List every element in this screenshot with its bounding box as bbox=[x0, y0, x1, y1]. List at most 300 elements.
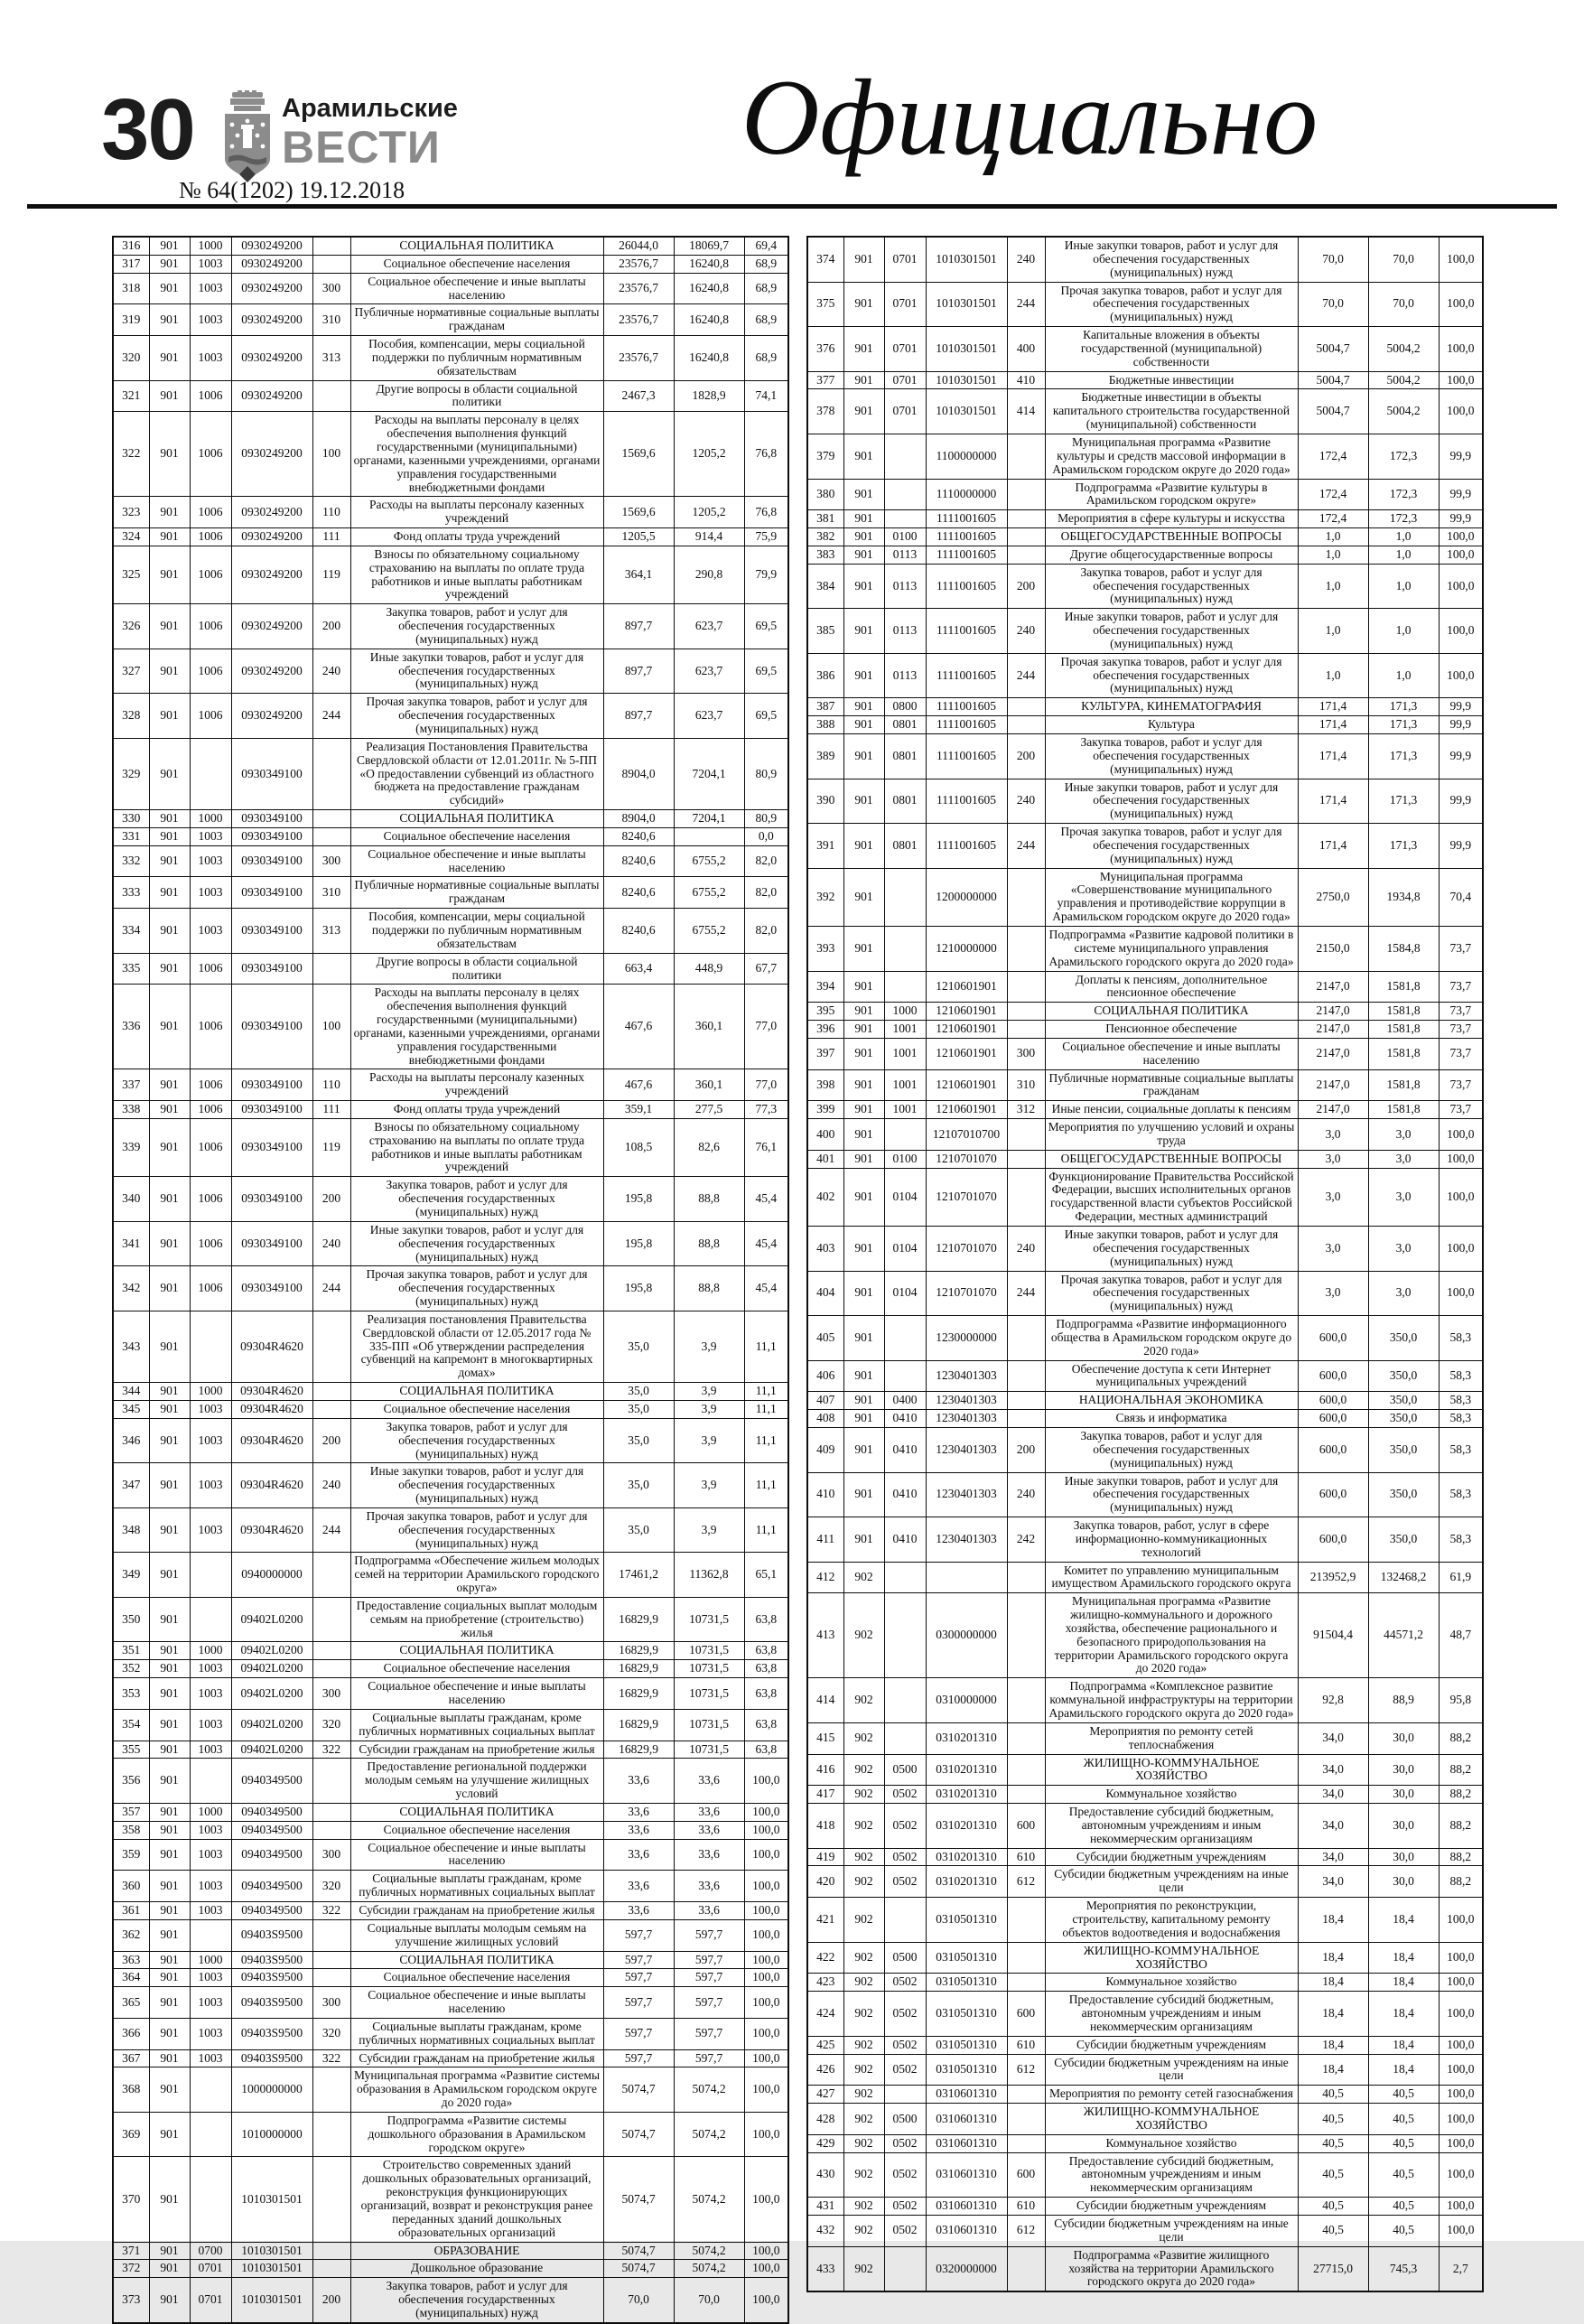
cell-plan: 40,5 bbox=[1298, 2086, 1368, 2104]
cell-section-code: 0701 bbox=[884, 371, 926, 389]
cell-expense-type: 200 bbox=[312, 604, 350, 649]
cell-grbs-code: 901 bbox=[149, 1951, 190, 1969]
cell-section-code: 1003 bbox=[190, 1871, 231, 1902]
cell-expense-type bbox=[312, 1400, 350, 1418]
cell-grbs-code: 901 bbox=[149, 1839, 190, 1871]
table-row bbox=[807, 1119, 1483, 1151]
cell-plan: 2147,0 bbox=[1298, 1038, 1368, 1069]
cell-name: Подпрограмма «Развитие жилищного хозяйства на территории Арамильского городского округа до 2020 года» bbox=[1045, 2246, 1298, 2291]
cell-name: Бюджетные инвестиции bbox=[1045, 371, 1298, 389]
cell-grbs-code: 901 bbox=[149, 273, 190, 304]
cell-fact: 40,5 bbox=[1368, 2134, 1439, 2152]
cell-plan: 1569,6 bbox=[603, 497, 674, 528]
cell-grbs-code: 901 bbox=[843, 926, 884, 971]
cell-line-number: 381 bbox=[807, 510, 843, 528]
cell-grbs-code: 901 bbox=[149, 827, 190, 845]
cell-line-number: 382 bbox=[807, 528, 843, 546]
cell-target-article: 1210701070 bbox=[926, 1168, 1007, 1226]
cell-percent: 48,7 bbox=[1439, 1593, 1483, 1678]
cell-grbs-code: 901 bbox=[149, 2067, 190, 2113]
cell-grbs-code: 901 bbox=[843, 868, 884, 926]
cell-name: Социальное обеспечение населения bbox=[350, 1821, 603, 1839]
cell-section-code: 1000 bbox=[884, 1003, 926, 1021]
cell-section-code: 1003 bbox=[190, 304, 231, 336]
cell-fact: 11362,8 bbox=[674, 1553, 744, 1598]
cell-grbs-code: 901 bbox=[149, 1919, 190, 1951]
cell-target-article: 0930349100 bbox=[231, 1118, 312, 1176]
cell-expense-type: 410 bbox=[1007, 371, 1045, 389]
cell-target-article: 1230401303 bbox=[926, 1517, 1007, 1563]
table-row bbox=[113, 909, 788, 954]
cell-line-number: 376 bbox=[807, 327, 843, 372]
cell-section-code: 0502 bbox=[884, 1974, 926, 1992]
cell-percent: 100,0 bbox=[744, 2157, 788, 2242]
cell-grbs-code: 901 bbox=[843, 698, 884, 716]
table-row bbox=[113, 528, 788, 546]
cell-name: Прочая закупка товаров, работ и услуг для обеспечения государственных (муниципальных) нужд bbox=[350, 694, 603, 739]
cell-target-article: 0930249200 bbox=[231, 273, 312, 304]
cell-target-article: 1010000000 bbox=[231, 2112, 312, 2157]
table-row bbox=[807, 1804, 1483, 1849]
cell-grbs-code: 901 bbox=[149, 1101, 190, 1119]
cell-name: Муниципальная программа «Развитие системы образования в Арамильском городском округе до 2020 года» bbox=[350, 2067, 603, 2113]
cell-percent: 58,3 bbox=[1439, 1517, 1483, 1563]
table-row bbox=[807, 1866, 1483, 1898]
cell-percent: 100,0 bbox=[744, 1803, 788, 1821]
cell-grbs-code: 901 bbox=[149, 528, 190, 546]
cell-plan: 600,0 bbox=[1298, 1427, 1368, 1472]
table-row bbox=[807, 1562, 1483, 1593]
table-row bbox=[807, 1472, 1483, 1517]
table-row bbox=[113, 255, 788, 273]
cell-plan: 33,6 bbox=[603, 1759, 674, 1804]
table-row bbox=[113, 1418, 788, 1463]
table-row bbox=[113, 2260, 788, 2278]
cell-line-number: 385 bbox=[807, 609, 843, 654]
cell-fact: 350,0 bbox=[1368, 1392, 1439, 1410]
cell-fact: 350,0 bbox=[1368, 1410, 1439, 1428]
cell-name: Социальные выплаты молодым семьям на улучшение жилищных условий bbox=[350, 1919, 603, 1951]
cell-fact: 1581,8 bbox=[1368, 1021, 1439, 1039]
cell-expense-type bbox=[312, 953, 350, 985]
cell-grbs-code: 901 bbox=[843, 1021, 884, 1039]
cell-name: Социальное обеспечение населения bbox=[350, 1969, 603, 1987]
cell-target-article: 1111001605 bbox=[926, 779, 1007, 824]
cell-target-article: 0310201310 bbox=[926, 1722, 1007, 1754]
cell-fact: 16240,8 bbox=[674, 336, 744, 381]
table-row bbox=[807, 609, 1483, 654]
cell-section-code: 1003 bbox=[190, 336, 231, 381]
cell-fact: 44571,2 bbox=[1368, 1593, 1439, 1678]
table-row bbox=[807, 1101, 1483, 1119]
table-row bbox=[113, 694, 788, 739]
cell-percent: 74,1 bbox=[744, 380, 788, 412]
cell-fact: 1,0 bbox=[1368, 528, 1439, 546]
cell-plan: 359,1 bbox=[603, 1101, 674, 1119]
cell-line-number: 340 bbox=[113, 1177, 149, 1222]
cell-fact: 10731,5 bbox=[674, 1642, 744, 1660]
cell-name: Социальное обеспечение населения bbox=[350, 1400, 603, 1418]
table-row bbox=[807, 926, 1483, 971]
table-row bbox=[807, 564, 1483, 609]
cell-line-number: 395 bbox=[807, 1003, 843, 1021]
cell-section-code: 1000 bbox=[190, 1383, 231, 1401]
cell-plan: 172,4 bbox=[1298, 434, 1368, 479]
cell-line-number: 346 bbox=[113, 1418, 149, 1463]
table-row bbox=[807, 734, 1483, 779]
table-row bbox=[807, 971, 1483, 1003]
cell-line-number: 372 bbox=[113, 2260, 149, 2278]
cell-grbs-code: 902 bbox=[843, 2086, 884, 2104]
cell-fact: 30,0 bbox=[1368, 1722, 1439, 1754]
cell-fact: 30,0 bbox=[1368, 1754, 1439, 1786]
cell-section-code bbox=[884, 868, 926, 926]
cell-line-number: 392 bbox=[807, 868, 843, 926]
cell-name: Социальное обеспечение и иные выплаты населению bbox=[350, 1987, 603, 2019]
table-row bbox=[113, 2157, 788, 2242]
cell-plan: 34,0 bbox=[1298, 1722, 1368, 1754]
cell-fact: 1581,8 bbox=[1368, 1038, 1439, 1069]
cell-percent: 100,0 bbox=[1439, 528, 1483, 546]
cell-section-code: 1003 bbox=[190, 909, 231, 954]
cell-plan: 172,4 bbox=[1298, 479, 1368, 510]
cell-grbs-code: 902 bbox=[843, 1898, 884, 1943]
cell-fact: 16240,8 bbox=[674, 273, 744, 304]
cell-target-article: 0940000000 bbox=[231, 1553, 312, 1598]
cell-section-code: 0410 bbox=[884, 1427, 926, 1472]
cell-grbs-code: 901 bbox=[149, 2112, 190, 2157]
cell-line-number: 330 bbox=[113, 810, 149, 828]
cell-section-code: 1001 bbox=[884, 1101, 926, 1119]
cell-line-number: 399 bbox=[807, 1101, 843, 1119]
cell-grbs-code: 901 bbox=[843, 546, 884, 564]
cell-expense-type bbox=[1007, 510, 1045, 528]
cell-expense-type bbox=[1007, 926, 1045, 971]
cell-section-code: 0502 bbox=[884, 1804, 926, 1849]
cell-line-number: 342 bbox=[113, 1266, 149, 1311]
cell-grbs-code: 901 bbox=[843, 609, 884, 654]
cell-name: СОЦИАЛЬНАЯ ПОЛИТИКА bbox=[350, 810, 603, 828]
cell-percent: 100,0 bbox=[744, 1871, 788, 1902]
cell-grbs-code: 901 bbox=[843, 564, 884, 609]
cell-line-number: 430 bbox=[807, 2152, 843, 2198]
table-row bbox=[113, 1660, 788, 1678]
cell-target-article: 0930349100 bbox=[231, 827, 312, 845]
cell-percent: 73,7 bbox=[1439, 1101, 1483, 1119]
cell-grbs-code: 902 bbox=[843, 2134, 884, 2152]
cell-expense-type bbox=[312, 1821, 350, 1839]
table-row bbox=[807, 371, 1483, 389]
cell-percent: 67,7 bbox=[744, 953, 788, 985]
cell-section-code: 0701 bbox=[190, 2278, 231, 2323]
cell-target-article: 0310201310 bbox=[926, 1786, 1007, 1804]
cell-percent: 79,9 bbox=[744, 546, 788, 603]
table-row bbox=[113, 273, 788, 304]
cell-expense-type bbox=[312, 1759, 350, 1804]
cell-name: Закупка товаров, работ и услуг для обеспечения государственных (муниципальных) нужд bbox=[350, 1177, 603, 1222]
cell-target-article: 09402L0200 bbox=[231, 1709, 312, 1741]
cell-plan: 600,0 bbox=[1298, 1360, 1368, 1392]
table-row bbox=[113, 985, 788, 1069]
cell-line-number: 353 bbox=[113, 1678, 149, 1710]
table-row bbox=[807, 389, 1483, 434]
table-row bbox=[113, 1871, 788, 1902]
cell-grbs-code: 902 bbox=[843, 2198, 884, 2216]
cell-expense-type: 300 bbox=[312, 845, 350, 877]
cell-fact: 5004,2 bbox=[1368, 389, 1439, 434]
cell-target-article: 09403S9500 bbox=[231, 1919, 312, 1951]
cell-fact: 6755,2 bbox=[674, 845, 744, 877]
cell-target-article: 1210701070 bbox=[926, 1271, 1007, 1316]
cell-grbs-code: 901 bbox=[149, 255, 190, 273]
cell-expense-type: 322 bbox=[312, 1901, 350, 1919]
cell-line-number: 412 bbox=[807, 1562, 843, 1593]
cell-target-article: 0930349100 bbox=[231, 1069, 312, 1101]
cell-fact: 1205,2 bbox=[674, 412, 744, 497]
cell-section-code: 0502 bbox=[884, 1992, 926, 2037]
cell-expense-type: 310 bbox=[1007, 1069, 1045, 1101]
cell-expense-type bbox=[1007, 1974, 1045, 1992]
table-row bbox=[807, 1316, 1483, 1361]
cell-name: Социальное обеспечение и иные выплаты населению bbox=[350, 1839, 603, 1871]
table-row bbox=[807, 1392, 1483, 1410]
cell-target-article: 0930249200 bbox=[231, 694, 312, 739]
cell-name: Пособия, компенсации, меры социальной поддержки по публичным нормативным обязательствам bbox=[350, 909, 603, 954]
cell-section-code bbox=[884, 479, 926, 510]
cell-percent: 100,0 bbox=[1439, 2198, 1483, 2216]
table-row bbox=[113, 412, 788, 497]
cell-grbs-code: 902 bbox=[843, 1992, 884, 2037]
table-row bbox=[807, 1517, 1483, 1563]
cell-section-code: 1003 bbox=[190, 273, 231, 304]
cell-plan: 172,4 bbox=[1298, 510, 1368, 528]
cell-grbs-code: 901 bbox=[843, 327, 884, 372]
cell-plan: 35,0 bbox=[603, 1383, 674, 1401]
cell-grbs-code: 901 bbox=[149, 1871, 190, 1902]
cell-line-number: 383 bbox=[807, 546, 843, 564]
cell-target-article: 1230401303 bbox=[926, 1427, 1007, 1472]
table-row bbox=[113, 1821, 788, 1839]
table-row bbox=[113, 2112, 788, 2157]
cell-percent: 11,1 bbox=[744, 1463, 788, 1508]
cell-target-article: 1210601901 bbox=[926, 971, 1007, 1003]
table-row bbox=[113, 1266, 788, 1311]
cell-expense-type: 600 bbox=[1007, 1804, 1045, 1849]
cell-plan: 1,0 bbox=[1298, 528, 1368, 546]
cell-expense-type bbox=[1007, 1754, 1045, 1786]
cell-name: Фонд оплаты труда учреждений bbox=[350, 528, 603, 546]
cell-line-number: 331 bbox=[113, 827, 149, 845]
cell-target-article: 0310201310 bbox=[926, 1804, 1007, 1849]
cell-name: Иные закупки товаров, работ и услуг для обеспечения государственных (муниципальных) нужд bbox=[1045, 609, 1298, 654]
table-row bbox=[113, 604, 788, 649]
cell-line-number: 380 bbox=[807, 479, 843, 510]
cell-plan: 171,4 bbox=[1298, 698, 1368, 716]
cell-grbs-code: 901 bbox=[149, 1678, 190, 1710]
cell-fact: 3,0 bbox=[1368, 1150, 1439, 1168]
cell-section-code bbox=[190, 2067, 231, 2113]
cell-section-code: 0113 bbox=[884, 564, 926, 609]
cell-target-article: 1010301501 bbox=[926, 371, 1007, 389]
cell-line-number: 359 bbox=[113, 1839, 149, 1871]
cell-line-number: 324 bbox=[113, 528, 149, 546]
cell-percent: 69,4 bbox=[744, 237, 788, 255]
cell-name: Прочая закупка товаров, работ и услуг для обеспечения государственных (муниципальных) нужд bbox=[350, 1507, 603, 1553]
cell-name: Фонд оплаты труда учреждений bbox=[350, 1101, 603, 1119]
cell-plan: 2467,3 bbox=[603, 380, 674, 412]
cell-name: Публичные нормативные социальные выплаты гражданам bbox=[350, 877, 603, 909]
cell-plan: 364,1 bbox=[603, 546, 674, 603]
cell-section-code: 1003 bbox=[190, 877, 231, 909]
cell-percent: 63,8 bbox=[744, 1660, 788, 1678]
cell-fact: 3,0 bbox=[1368, 1119, 1439, 1151]
cell-expense-type: 119 bbox=[312, 1118, 350, 1176]
cell-target-article: 0930249200 bbox=[231, 336, 312, 381]
cell-plan: 597,7 bbox=[603, 1969, 674, 1987]
cell-plan: 195,8 bbox=[603, 1221, 674, 1266]
cell-expense-type bbox=[1007, 1316, 1045, 1361]
cell-name: Взносы по обязательному социальному страхованию на выплаты по оплате труда работников и иные выплаты работникам учреждений bbox=[350, 1118, 603, 1176]
cell-name: Подпрограмма «Развитие системы дошкольного образования в Арамильском городском округе» bbox=[350, 2112, 603, 2157]
cell-target-article: 0930349100 bbox=[231, 1177, 312, 1222]
cell-name: Прочая закупка товаров, работ и услуг для обеспечения государственных (муниципальных) нужд bbox=[1045, 282, 1298, 327]
cell-section-code: 1003 bbox=[190, 255, 231, 273]
cell-name: Мероприятия по ремонту сетей газоснабжения bbox=[1045, 2086, 1298, 2104]
cell-line-number: 332 bbox=[113, 845, 149, 877]
cell-section-code: 1006 bbox=[190, 380, 231, 412]
cell-percent: 77,0 bbox=[744, 985, 788, 1069]
cell-plan: 35,0 bbox=[603, 1418, 674, 1463]
cell-name: Подпрограмма «Развитие культуры в Арамильском городском округе» bbox=[1045, 479, 1298, 510]
cell-section-code: 1001 bbox=[884, 1069, 926, 1101]
table-row bbox=[807, 1038, 1483, 1069]
cell-plan: 597,7 bbox=[603, 2049, 674, 2067]
cell-target-article: 0310000000 bbox=[926, 1678, 1007, 1723]
cell-grbs-code: 901 bbox=[149, 604, 190, 649]
cell-section-code: 1000 bbox=[190, 237, 231, 255]
cell-plan: 3,0 bbox=[1298, 1150, 1368, 1168]
cell-expense-type bbox=[312, 1803, 350, 1821]
cell-expense-type: 200 bbox=[312, 1177, 350, 1222]
cell-fact: 448,9 bbox=[674, 953, 744, 985]
cell-section-code: 0410 bbox=[884, 1472, 926, 1517]
cell-plan: 600,0 bbox=[1298, 1410, 1368, 1428]
cell-line-number: 390 bbox=[807, 779, 843, 824]
cell-line-number: 354 bbox=[113, 1709, 149, 1741]
cell-expense-type: 200 bbox=[312, 2278, 350, 2323]
cell-percent: 99,9 bbox=[1439, 734, 1483, 779]
cell-plan: 467,6 bbox=[603, 1069, 674, 1101]
cell-plan: 23576,7 bbox=[603, 304, 674, 336]
table-row bbox=[807, 1678, 1483, 1723]
cell-fact: 88,8 bbox=[674, 1221, 744, 1266]
cell-plan: 2147,0 bbox=[1298, 1101, 1368, 1119]
cell-name: Социальные выплаты гражданам, кроме публичных нормативных социальных выплат bbox=[350, 1871, 603, 1902]
cell-fact: 40,5 bbox=[1368, 2104, 1439, 2135]
cell-section-code: 1006 bbox=[190, 497, 231, 528]
cell-plan: 5074,7 bbox=[603, 2242, 674, 2260]
cell-fact: 16240,8 bbox=[674, 304, 744, 336]
cell-percent: 80,9 bbox=[744, 810, 788, 828]
cell-section-code bbox=[884, 971, 926, 1003]
cell-grbs-code: 901 bbox=[149, 2278, 190, 2323]
cell-target-article: 1111001605 bbox=[926, 510, 1007, 528]
cell-line-number: 427 bbox=[807, 2086, 843, 2104]
cell-line-number: 329 bbox=[113, 738, 149, 809]
cell-section-code: 1006 bbox=[190, 953, 231, 985]
cell-name: Расходы на выплаты персоналу казенных учреждений bbox=[350, 497, 603, 528]
table-row bbox=[807, 1003, 1483, 1021]
cell-section-code: 1003 bbox=[190, 1821, 231, 1839]
cell-grbs-code: 901 bbox=[149, 1507, 190, 1553]
cell-expense-type bbox=[312, 827, 350, 845]
cell-grbs-code: 901 bbox=[843, 389, 884, 434]
cell-plan: 108,5 bbox=[603, 1118, 674, 1176]
table-row bbox=[113, 1709, 788, 1741]
cell-percent: 100,0 bbox=[1439, 1942, 1483, 1974]
cell-target-article: 0300000000 bbox=[926, 1593, 1007, 1678]
cell-plan: 34,0 bbox=[1298, 1804, 1368, 1849]
cell-fact: 30,0 bbox=[1368, 1848, 1439, 1866]
cell-name: Предоставление социальных выплат молодым семьям на приобретение (строительство) жилья bbox=[350, 1597, 603, 1642]
cell-fact: 16240,8 bbox=[674, 255, 744, 273]
cell-plan: 8240,6 bbox=[603, 845, 674, 877]
cell-grbs-code: 901 bbox=[843, 1517, 884, 1563]
cell-target-article: 1210000000 bbox=[926, 926, 1007, 971]
cell-fact: 30,0 bbox=[1368, 1866, 1439, 1898]
cell-expense-type: 322 bbox=[312, 2049, 350, 2067]
table-row bbox=[113, 497, 788, 528]
cell-line-number: 394 bbox=[807, 971, 843, 1003]
cell-grbs-code: 901 bbox=[843, 1392, 884, 1410]
cell-name: Иные закупки товаров, работ и услуг для обеспечения государственных (муниципальных) нужд bbox=[350, 649, 603, 694]
cell-expense-type: 111 bbox=[312, 528, 350, 546]
cell-target-article: 1010301501 bbox=[231, 2278, 312, 2323]
cell-grbs-code: 901 bbox=[149, 1709, 190, 1741]
cell-line-number: 406 bbox=[807, 1360, 843, 1392]
cell-target-article: 1010301501 bbox=[926, 282, 1007, 327]
cell-expense-type bbox=[312, 1969, 350, 1987]
cell-target-article: 09304R4620 bbox=[231, 1418, 312, 1463]
cell-percent: 100,0 bbox=[1439, 237, 1483, 282]
cell-expense-type bbox=[312, 738, 350, 809]
cell-expense-type: 244 bbox=[312, 1266, 350, 1311]
cell-fact: 3,9 bbox=[674, 1418, 744, 1463]
cell-name: Муниципальная программа «Развитие культуры и средств массовой информации в Арамильском городском округе до 2020 года» bbox=[1045, 434, 1298, 479]
cell-percent: 100,0 bbox=[1439, 1271, 1483, 1316]
cell-expense-type: 240 bbox=[1007, 609, 1045, 654]
table-row bbox=[113, 546, 788, 603]
cell-fact: 3,9 bbox=[674, 1463, 744, 1508]
cell-line-number: 370 bbox=[113, 2157, 149, 2242]
cell-plan: 171,4 bbox=[1298, 779, 1368, 824]
cell-target-article: 0310201310 bbox=[926, 1754, 1007, 1786]
cell-percent: 99,9 bbox=[1439, 779, 1483, 824]
cell-line-number: 334 bbox=[113, 909, 149, 954]
cell-fact: 5004,2 bbox=[1368, 327, 1439, 372]
cell-line-number: 418 bbox=[807, 1804, 843, 1849]
cell-name: Функционирование Правительства Российской Федерации, высших исполнительных органов государственной власти субъектов Российской Федерации, местных администраций bbox=[1045, 1168, 1298, 1226]
cell-plan: 1,0 bbox=[1298, 564, 1368, 609]
cell-line-number: 377 bbox=[807, 371, 843, 389]
cell-target-article: 1210601901 bbox=[926, 1038, 1007, 1069]
cell-percent: 68,9 bbox=[744, 336, 788, 381]
table-row bbox=[113, 2049, 788, 2067]
cell-line-number: 323 bbox=[113, 497, 149, 528]
cell-plan: 23576,7 bbox=[603, 336, 674, 381]
cell-percent: 73,7 bbox=[1439, 971, 1483, 1003]
cell-fact: 1,0 bbox=[1368, 609, 1439, 654]
